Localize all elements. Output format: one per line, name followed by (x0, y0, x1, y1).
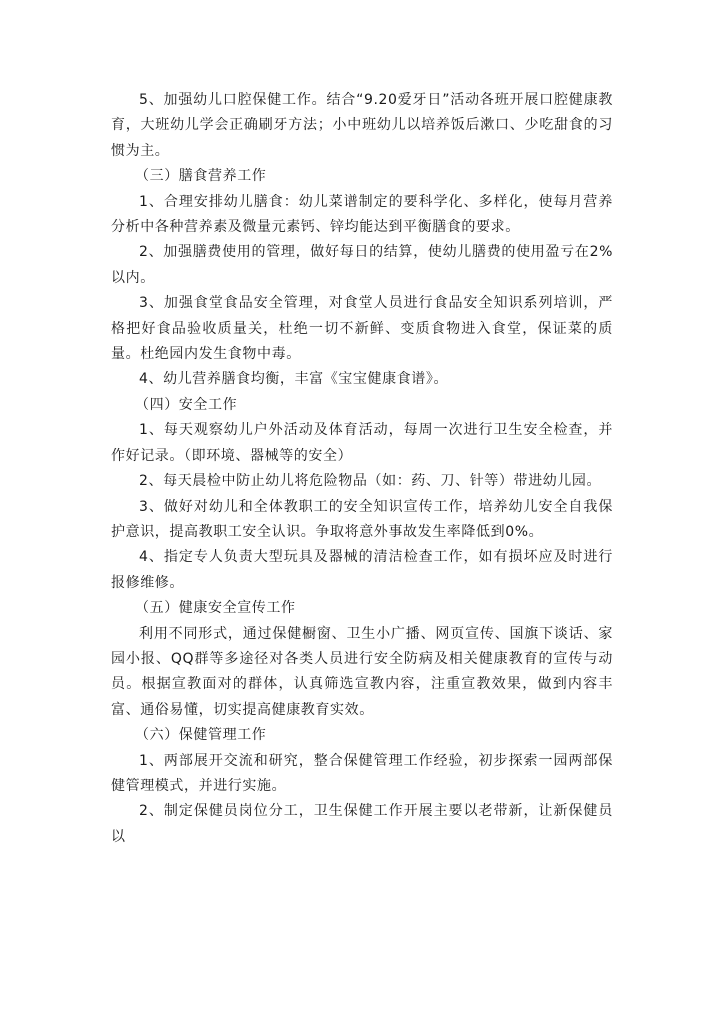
paragraph-balanced-diet: 4、幼儿营养膳食均衡，丰富《宝宝健康食谱》。 (139, 371, 449, 388)
section-heading-diet-nutrition: （三）膳食营养工作 (135, 168, 267, 185)
paragraph-morning-check: 2、每天晨检中防止幼儿将危险物品（如：药、刀、针等）带进幼儿园。 (139, 473, 602, 490)
paragraph-meal-fee-management: 2、加强膳费使用的管理，做好每日的结算，使幼儿膳费的使用盈亏在2%以内。 (111, 244, 613, 286)
paragraph-exchange-research: 1、两部展开交流和研究，整合保健管理工作经验，初步探索一园两部保健管理模式，并进行实施。 (111, 752, 613, 794)
document-body (111, 88, 613, 850)
paragraph-outdoor-activity-check: 1、每天观察幼儿户外活动及体育活动，每周一次进行卫生安全检查，并作好记录。（即环境、器械等的安全） (111, 422, 613, 464)
paragraph-safety-awareness: 3、做好对幼儿和全体教职工的安全知识宣传工作，培养幼儿安全自我保护意识，提高教职工安全认识。争取将意外事故发生率降低到0%。 (111, 498, 613, 540)
paragraph-staff-assignment: 2、制定保健员岗位分工，卫生保健工作开展主要以老带新，让新保健员以 (111, 803, 613, 845)
paragraph-canteen-food-safety: 3、加强食堂食品安全管理，对食堂人员进行食品安全知识系列培训，严格把好食品验收质量关，杜绝一切不新鲜、变质食物进入食堂，保证菜的质量。杜绝园内发生食物中毒。 (111, 295, 613, 363)
paragraph-diet-arrangement: 1、合理安排幼儿膳食：幼儿菜谱制定的要科学化、多样化，使每月营养分析中各种营养素及微量元素钙、锌均能达到平衡膳食的要求。 (111, 193, 613, 236)
paragraph-health-education: 利用不同形式，通过保健橱窗、卫生小广播、网页宣传、国旗下谈话、家园小报、QQ群等多途径对各类人员进行安全防病及相关健康教育的宣传与动员。根据宣教面对的群体，认真筛选宣教内容，注重宣教效果，做到内容丰富、通俗易懂，切实提高健康教育实效。 (111, 625, 613, 718)
section-heading-health-publicity: （五）健康安全宣传工作 (135, 600, 296, 617)
paragraph-oral-health: 5、加强幼儿口腔保健工作。结合“9.20爱牙日”活动各班开展口腔健康教育，大班幼儿学会正确刷牙方法；小中班幼儿以培养饭后漱口、少吃甜食的习惯为主。 (111, 92, 613, 159)
paragraph-equipment-inspection: 4、指定专人负责大型玩具及器械的清洁检查工作，如有损坏应及时进行报修维修。 (111, 549, 613, 591)
section-heading-safety: （四）安全工作 (135, 396, 238, 413)
section-heading-health-management: （六）保健管理工作 (135, 727, 267, 744)
